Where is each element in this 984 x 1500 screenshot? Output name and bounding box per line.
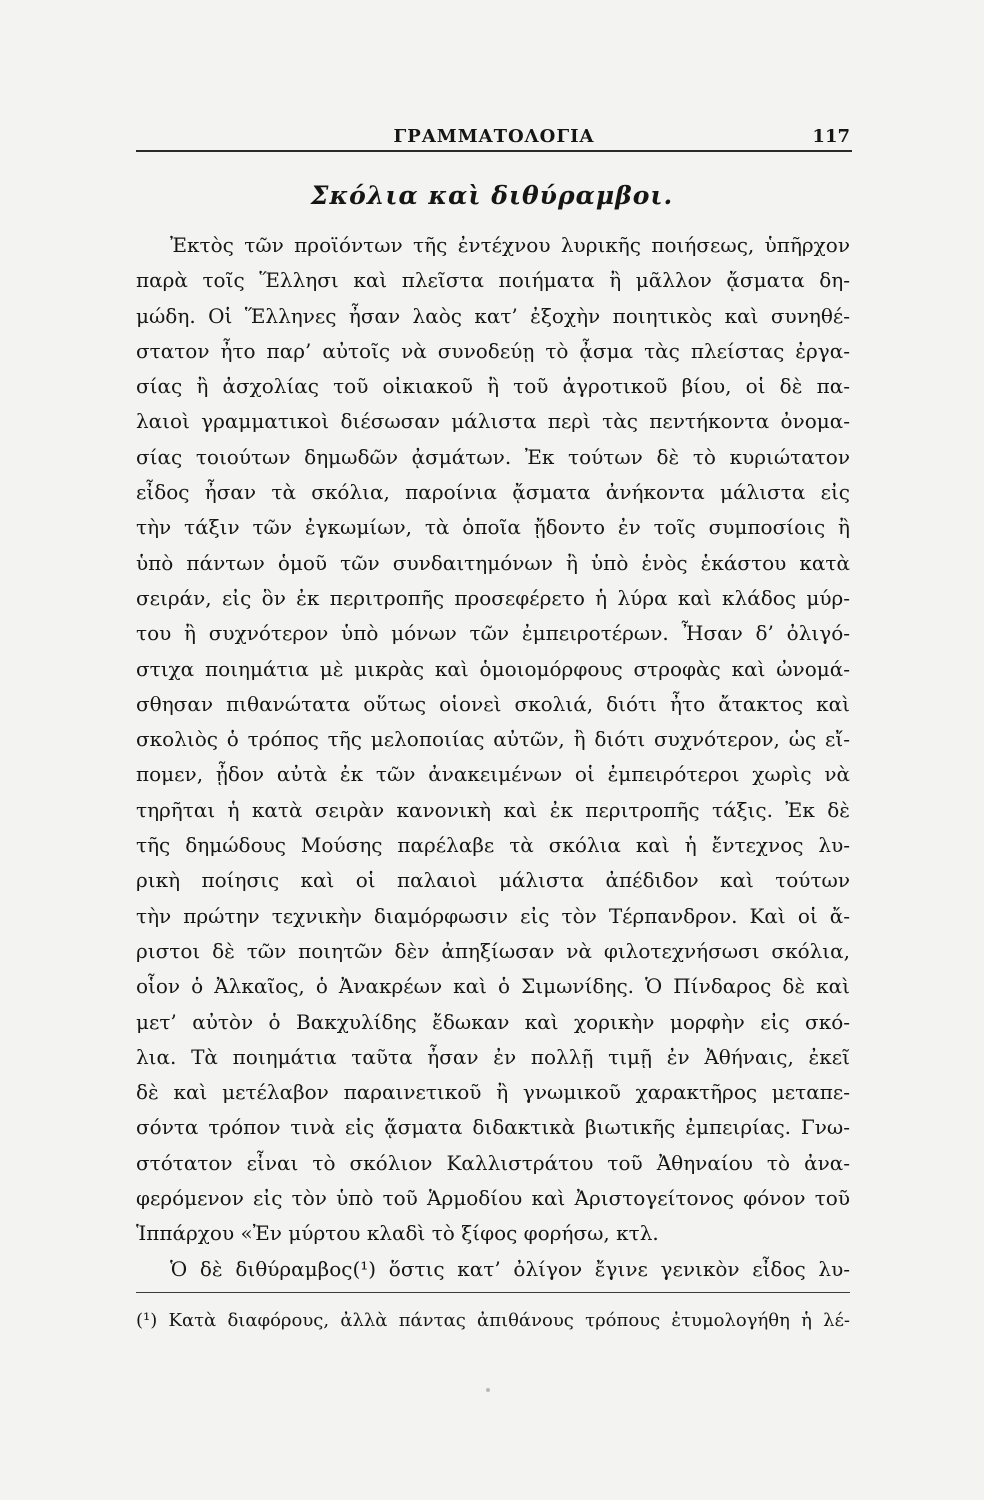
page-number: 117: [812, 126, 850, 147]
text-line: σειράν, εἰς ὃν ἐκ περιτροπῆς προσεφέρετο ἡ λύρα καὶ κλάδος μύρ-: [136, 585, 850, 610]
text-line: τὴν τάξιν τῶν ἐγκωμίων, τὰ ὁποῖα ᾔδοντο ἐν τοῖς συμποσίοις ἢ: [136, 515, 850, 540]
text-line: λια. Τὰ ποιημάτια ταῦτα ἦσαν ἐν πολλῇ τιμῇ ἐν Ἀθήναις, ἐκεῖ: [136, 1044, 850, 1069]
text-line: μετ’ αὐτὸν ὁ Βακχυλίδης ἔδωκαν καὶ χορικὴν μορφὴν εἰς σκό-: [136, 1009, 850, 1034]
text-line: παρὰ τοῖς Ἕλλησι καὶ πλεῖστα ποιήματα ἢ μᾶλλον ᾄσματα δη-: [136, 268, 850, 293]
section-title: Σκόλια καὶ διθύραμβοι.: [310, 181, 674, 210]
running-title: ΓΡΑΜΜΑΤΟΛΟΓΙΑ: [393, 126, 595, 147]
footnote: (¹) Κατὰ διαφόρους, ἀλλὰ πάντας ἀπιθάνους τρόπους ἐτυμολογήθη ἡ λέ-: [136, 1310, 850, 1331]
text-line: λαιοὶ γραμματικοὶ διέσωσαν μάλιστα περὶ τὰς πεντήκοντα ὀνομα-: [136, 409, 850, 434]
text-line: ρικὴ ποίησις καὶ οἱ παλαιοὶ μάλιστα ἀπέδιδον καὶ τούτων: [136, 868, 850, 893]
text-line: εἶδος ἦσαν τὰ σκόλια, παροίνια ᾄσματα ἀνήκοντα μάλιστα εἰς: [136, 480, 850, 505]
footnote-divider: [136, 1292, 850, 1293]
body-text: [136, 228, 850, 1287]
text-line: τηρῆται ἡ κατὰ σειρὰν κανονικὴ καὶ ἐκ περιτροπῆς τάξις. Ἐκ δὲ: [136, 797, 850, 822]
text-line: στατον ἦτο παρ’ αὐτοῖς νὰ συνοδεύῃ τὸ ᾆσμα τὰς πλείστας ἐργα-: [136, 338, 850, 363]
text-line: στότατον εἶναι τὸ σκόλιον Καλλιστράτου τοῦ Ἀθηναίου τὸ ἀνα-: [136, 1150, 850, 1175]
text-line: Ἐκτὸς τῶν προϊόντων τῆς ἐντέχνου λυρικῆς ποιήσεως, ὑπῆρχον: [170, 233, 850, 257]
text-line: δὲ καὶ μετέλαβον παραινετικοῦ ἢ γνωμικοῦ χαρακτῆρος μεταπε-: [136, 1080, 850, 1105]
text-line: πομεν, ᾖδον αὐτὰ ἐκ τῶν ἀνακειμένων οἱ ἐμπειρότεροι χωρὶς νὰ: [136, 762, 850, 787]
text-line: τῆς δημώδους Μούσης παρέλαβε τὰ σκόλια καὶ ἡ ἔντεχνος λυ-: [136, 833, 850, 858]
text-line: σκολιὸς ὁ τρόπος τῆς μελοποιίας αὐτῶν, ἢ διότι συχνότερον, ὡς εἴ-: [136, 727, 850, 752]
text-line: σθησαν πιθανώτατα οὕτως οἱονεὶ σκολιά, διότι ἦτο ἄτακτος καὶ: [136, 691, 850, 716]
text-line: ὑπὸ πάντων ὁμοῦ τῶν συνδαιτημόνων ἢ ὑπὸ ἑνὸς ἑκάστου κατὰ: [136, 550, 850, 575]
text-line: σίας τοιούτων δημωδῶν ᾀσμάτων. Ἐκ τούτων δὲ τὸ κυριώτατον: [136, 444, 850, 469]
text-line: τὴν πρώτην τεχνικὴν διαμόρφωσιν εἰς τὸν Τέρπανδρον. Καὶ οἱ ἄ-: [136, 903, 850, 928]
paper-speck: [486, 1388, 490, 1392]
text-line: μώδη. Οἱ Ἕλληνες ἦσαν λαὸς κατ’ ἐξοχὴν ποιητικὸς καὶ συνηθέ-: [136, 303, 850, 328]
text-line: Ὁ δὲ διθύραμβος(¹) ὅστις κατ’ ὀλίγον ἔγινε γενικὸν εἶδος λυ-: [170, 1256, 850, 1281]
text-line: σίας ἢ ἀσχολίας τοῦ οἰκιακοῦ ἢ τοῦ ἀγροτικοῦ βίου, οἱ δὲ πα-: [136, 374, 850, 399]
text-line: σόντα τρόπον τινὰ εἰς ᾄσματα διδακτικὰ βιωτικῆς ἐμπειρίας. Γνω-: [136, 1115, 850, 1140]
text-line: ριστοι δὲ τῶν ποιητῶν δὲν ἀπηξίωσαν νὰ φιλοτεχνήσωσι σκόλια,: [136, 938, 850, 963]
text-line: στιχα ποιημάτια μὲ μικρὰς καὶ ὁμοιομόρφους στροφὰς καὶ ὠνομά-: [136, 656, 850, 681]
text-line: του ἢ συχνότερον ὑπὸ μόνων τῶν ἐμπειροτέρων. Ἦσαν δ’ ὀλιγό-: [136, 621, 850, 646]
text-line: Ἱππάρχου «Ἐν μύρτου κλαδὶ τὸ ξίφος φορήσω, κτλ.: [136, 1221, 659, 1246]
text-line: φερόμενον εἰς τὸν ὑπὸ τοῦ Ἁρμοδίου καὶ Ἀριστογείτονος φόνον τοῦ: [136, 1186, 850, 1211]
running-header: [136, 120, 852, 152]
text-line: οἷον ὁ Ἀλκαῖος, ὁ Ἀνακρέων καὶ ὁ Σιμωνίδης. Ὁ Πίνδαρος δὲ καὶ: [136, 974, 850, 999]
